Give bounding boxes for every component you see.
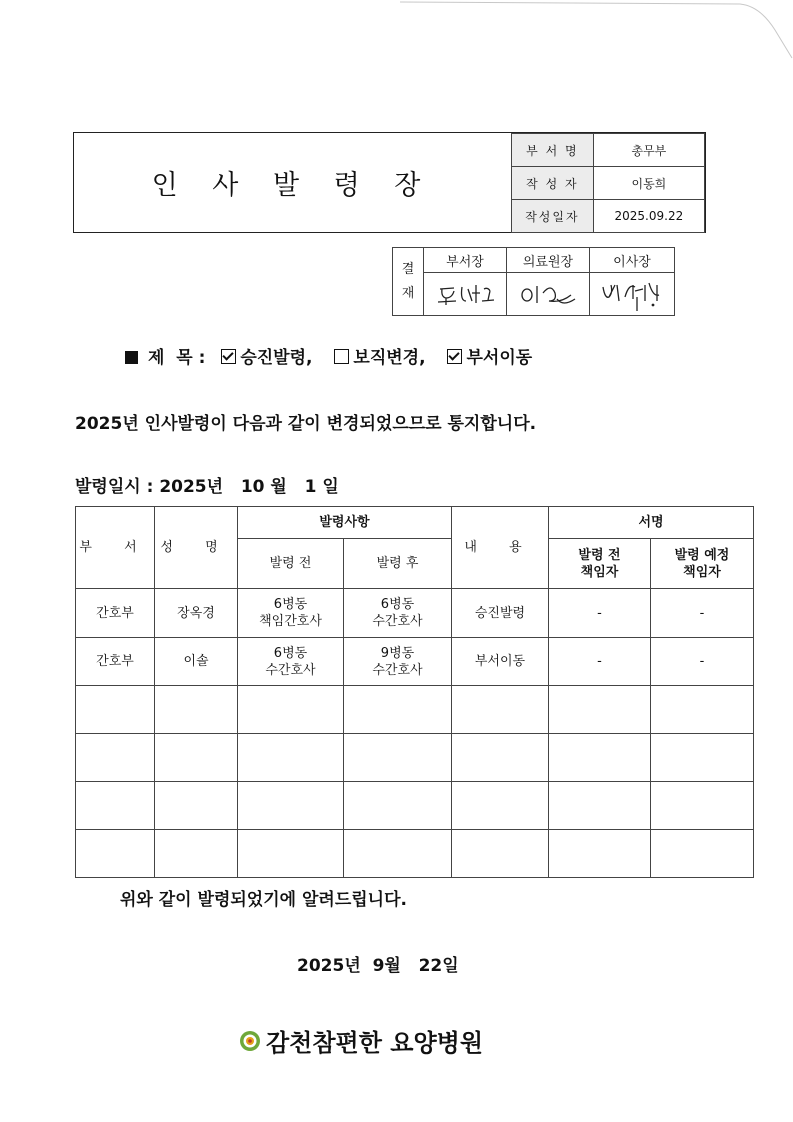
table-row <box>76 589 754 638</box>
header-sign-before-line1: 발령 전 <box>578 547 621 563</box>
signature-chairman <box>590 273 675 316</box>
meta-value: 이동희 <box>593 167 704 200</box>
cell-after-title: 수간호사 <box>372 662 423 678</box>
effective-date: 발령일시 : 2025년 10 월 1 일 <box>75 477 339 497</box>
table-row-empty <box>76 830 754 878</box>
cell-content: 부서이동 <box>452 638 549 686</box>
cell-name: 이솔 <box>155 638 238 686</box>
header-before: 발령 전 <box>238 539 344 589</box>
table-row-empty <box>76 686 754 734</box>
hospital-logo-icon <box>238 1029 262 1053</box>
cell-before <box>238 589 344 638</box>
header-sign-before <box>549 539 651 589</box>
signature-medical-director <box>507 273 590 316</box>
cell-before-ward: 6병동 <box>273 645 308 661</box>
meta-label: 부 서 명 <box>512 134 594 167</box>
checkbox-promotion[interactable] <box>221 349 236 364</box>
header-sign-after-line1: 발령 예정 <box>674 547 730 563</box>
cell-after <box>344 589 452 638</box>
header-sign-after <box>651 539 754 589</box>
cell-sign-after: - <box>651 638 754 686</box>
header-sign-group: 서명 <box>549 507 754 539</box>
cell-after <box>344 638 452 686</box>
notice-text: 2025년 인사발령이 다음과 같이 변경되었으므로 통지합니다. <box>75 414 537 434</box>
cell-sign-after: - <box>651 589 754 638</box>
header-name: 성 명 <box>155 507 238 589</box>
header-sign-after-line2: 책임자 <box>683 564 721 580</box>
table-row-empty <box>76 782 754 830</box>
cell-sign-before: - <box>549 589 651 638</box>
cell-dept: 간호부 <box>76 589 155 638</box>
cell-after-ward: 6병동 <box>380 597 415 612</box>
meta-value: 총무부 <box>593 134 704 167</box>
header-content: 내 용 <box>452 507 549 589</box>
cell-before-title: 책임간호사 <box>259 614 322 629</box>
option-department-transfer-label: 부서이동 <box>466 348 533 368</box>
approval-role-chairman: 이사장 <box>590 248 675 273</box>
cell-before-ward: 6병동 <box>273 597 308 612</box>
signature-medical-director-image <box>515 279 581 309</box>
header-sign-before-line2: 책임자 <box>580 564 619 580</box>
header-box <box>73 132 706 233</box>
cell-name: 장옥경 <box>155 589 238 638</box>
organization-name: 감천참편한 요양병원 <box>266 1029 484 1057</box>
bullet-square-icon <box>125 351 138 364</box>
meta-row-author <box>512 167 705 200</box>
table-row <box>76 638 754 686</box>
personnel-table <box>75 506 754 878</box>
cell-after-title: 수간호사 <box>372 614 423 629</box>
document-meta-table <box>511 133 705 233</box>
meta-label: 작 성 자 <box>512 167 594 200</box>
subject-label: 제 목 : <box>148 348 206 368</box>
cell-before <box>238 638 344 686</box>
checkbox-position-change[interactable] <box>334 349 349 364</box>
option-promotion-label: 승진발령, <box>240 348 313 368</box>
approval-side-label-2: 재 <box>401 285 415 301</box>
meta-value: 2025.09.22 <box>593 200 704 233</box>
header-after: 발령 후 <box>344 539 452 589</box>
cell-sign-before: - <box>549 638 651 686</box>
approval-side-label <box>393 248 424 316</box>
closing-text: 위와 같이 발령되었기에 알려드립니다. <box>120 890 407 910</box>
option-position-change-label: 보직변경, <box>353 348 426 368</box>
header-order-group: 발령사항 <box>238 507 452 539</box>
header-dept: 부 서 <box>76 507 155 589</box>
scan-artifact-line <box>400 0 793 60</box>
cell-dept: 간호부 <box>76 638 155 686</box>
approval-role-dept-head: 부서장 <box>424 248 507 273</box>
cell-content: 승진발령 <box>452 589 549 638</box>
cell-after-ward: 9병동 <box>380 645 415 661</box>
signature-dept-head-image <box>432 279 498 309</box>
meta-label: 작성일자 <box>512 200 594 233</box>
approval-side-label-1: 결 <box>401 261 415 277</box>
approval-role-medical-director: 의료원장 <box>507 248 590 273</box>
checkbox-department-transfer[interactable] <box>447 349 462 364</box>
meta-row-date <box>512 200 705 233</box>
issue-date: 2025년 9월 22일 <box>297 956 459 976</box>
meta-row-dept <box>512 134 705 167</box>
table-row-empty <box>76 734 754 782</box>
signature-chairman-image <box>597 277 667 311</box>
document-title: 인 사 발 령 장 <box>151 169 434 201</box>
cell-before-title: 수간호사 <box>265 662 316 678</box>
organization-footer <box>238 1023 483 1058</box>
signature-dept-head <box>424 273 507 316</box>
subject-line <box>125 343 532 368</box>
approval-box <box>392 247 675 316</box>
